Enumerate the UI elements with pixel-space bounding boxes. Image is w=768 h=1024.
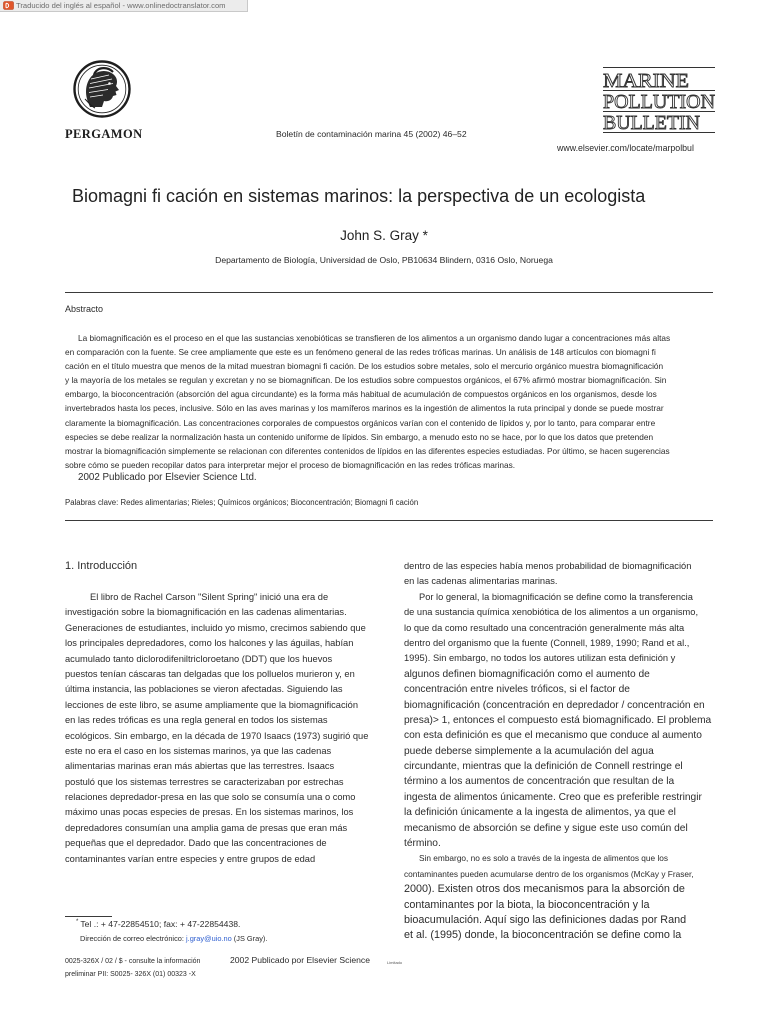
body-text-line: 1995). Sin embargo, no todos los autores utilizan esta definición y <box>404 653 676 664</box>
footnote-contact <box>76 919 240 929</box>
body-text-line: bioacumulación. Aquí sigo las definiciones dadas por Rand <box>404 913 687 926</box>
body-text-line: investigación sobre la biomagnificación en las cadenas alimentarias. <box>65 607 347 618</box>
abstract-line: especies se debe realizar la normalización hasta un contenido uniforme de lípidos. Sin embargo, a menudo esto no se hace, por lo que los datos que pretenden <box>65 431 654 442</box>
body-text-line: acumulado tanto diclorodifeniltricloroetano (DDT) que los huevos <box>65 653 333 664</box>
body-text-line: lecciones de este libro, se asume ampliamente que la biomagnificación <box>65 699 359 710</box>
article-author: John S. Gray * <box>340 228 428 243</box>
article-title: Biomagni fi cación en sistemas marinos: la perspectiva de un ecologista <box>72 186 646 206</box>
author-affiliation: Departamento de Biología, Universidad de Oslo, PB10634 Blindern, 0316 Oslo, Noruega <box>215 255 553 265</box>
body-text-line: los principales depredadores, como los halcones y las águilas, habían <box>65 638 354 649</box>
body-text-line: dentro de las especies había menos probabilidad de biomagnificación <box>404 561 692 571</box>
body-text-line: de una sustancia química xenobiótica de los alimentos a un organismo, <box>404 607 699 618</box>
body-text-line: última instancia, las poblaciones se vieron afectadas. Siguiendo las <box>65 684 343 695</box>
body-text-line: puede deberse simplemente a la acumulación del agua <box>404 745 654 757</box>
body-text-line: depredadores consumían una amplia gama de presas que eran más <box>65 822 348 833</box>
body-text-line: término a los aumentos de concentración que resultan de la <box>404 776 675 788</box>
body-text-line: máximo unas pocas especies de presas. En los sistemas marinos, los <box>65 807 354 818</box>
abstract-line: invertebrados hasta los peces, inclusive. Sólo en las aves marinas y los mamíferos marinos es la ingestión de alimentos la ruta principal y donde se puede mostrar <box>65 403 664 414</box>
abstract-line: mostrar la biomagnificación simplemente se relacionan con diferentes contenidos de lípidos en las diferentes especies estudiadas. Por último, se hacen sugerencias <box>65 445 670 456</box>
publisher-name: PERGAMON <box>65 127 143 141</box>
abstract-copyright: 2002 Publicado por Elsevier Science Ltd. <box>78 472 257 483</box>
journal-citation: Boletín de contaminación marina 45 (2002) 46–52 <box>276 129 467 139</box>
body-text-line: 2000). Existen otros dos mecanismos para la absorción de <box>404 883 685 896</box>
body-text-line: la definición únicamente a la ingesta de alimentos, ya que el <box>404 807 676 819</box>
translator-banner[interactable] <box>0 0 248 12</box>
body-text-line: El libro de Rachel Carson "Silent Spring" inició una era de <box>90 592 329 602</box>
body-text-line: algunos definen biomagnificación como el aumento de <box>404 668 650 680</box>
abstract-line: claramente la biomagnificación. Las concentraciones corporales de compuestos orgánicos varían con el contenido de lípidos y, por lo tanto, para comparar entre <box>65 417 656 428</box>
body-text-line: contaminantes por la biota, la bioconcentración y la <box>404 898 650 911</box>
footer-copyright-tail: Limitado <box>387 960 403 965</box>
body-text-line: mecanismo de absorción se define y sigue este uso común del <box>404 822 688 834</box>
issn-line: 0025-326X / 02 / $ - consulte la información <box>65 958 201 965</box>
issn-line: preliminar PII: S0025- 326X (01) 00323 -X <box>65 971 196 978</box>
footnote-divider <box>65 916 112 917</box>
body-text-line: presa)> 1, entonces el compuesto está biomagnificado. El problema <box>404 714 712 726</box>
body-text-line: con esta definición es que el mecanismo que conduce al aumento <box>404 730 702 742</box>
abstract-line: embargo, la bioconcentración (absorción del agua circundante) es la forma más habitual de acumulación de compuestos orgánicos en los organismos, desde los <box>65 389 657 400</box>
abstract-body <box>65 331 713 472</box>
body-text-line: ingesta de alimentos únicamente. Creo que es preferible restringir <box>404 791 702 803</box>
abstract-line: cación en el título muestra que menos de la mitad muestran biomagni fi cación. De los estudios sobre metales, solo el mercurio orgánico muestra biomagnificación <box>65 361 664 372</box>
footer-copyright: 2002 Publicado por Elsevier Science <box>230 955 370 965</box>
divider <box>65 292 713 293</box>
body-text-line: Sin embargo, no es solo a través de la ingesta de alimentos que los <box>419 853 669 864</box>
translate-document-icon <box>3 1 14 10</box>
body-text-line: contaminantes varían entre especies y entre grupos de edad <box>65 853 316 864</box>
divider <box>65 520 713 521</box>
footnote-contact-text: Tel .: + 47-22854510; fax: + 47-22854438. <box>80 919 241 929</box>
email-link[interactable]: j.gray@uio.no <box>186 934 232 943</box>
body-text-line: pequeñas que el depredador. Dado que las concentraciones de <box>65 838 327 849</box>
body-text-line: puestos tenían cáscaras tan delgadas que los polluelos murieron y, en <box>65 668 355 679</box>
abstract-line: y la mayoría de los metales se regulan y excretan y no se biomagnifican. De los estudios sobre compuestos orgánicos, el 67% afirmó mostrar biomagnificación. Sin <box>65 375 667 386</box>
pergamon-emblem-icon <box>71 59 133 119</box>
body-text-line: ecológicos. Sin embargo, en la década de 1970 Isaacs (1973) sugirió que <box>65 730 369 741</box>
body-column-right <box>404 559 714 944</box>
body-text-line: relaciones depredador-presa en las que solo se consumía una o como <box>65 792 356 803</box>
email-suffix: (JS Gray). <box>233 934 268 943</box>
body-text-line: et al. (1995) donde, la bioconcentración se define como la <box>404 929 682 942</box>
body-column-left <box>65 590 375 867</box>
keywords: Palabras clave: Redes alimentarias; Rieles; Químicos orgánicos; Bioconcentración; Biomagni fi cación <box>65 498 419 507</box>
body-text-line: término. <box>404 838 441 850</box>
body-text-line: biomagnificación (concentración en depredador / concentración en <box>404 699 705 711</box>
body-text-line: este no era el caso en los sistemas marinos, ya que las cadenas <box>65 745 332 756</box>
abstract-line: en comparación con la fuente. Se cree ampliamente que este es un fenómeno general de las redes tróficas marinas. Un análisis de 148 artículos con biomagni fi <box>65 347 656 358</box>
footnote-email <box>80 934 267 943</box>
issn-info <box>65 955 200 981</box>
body-text-line: Generaciones de estudiantes, incluido yo mismo, crecimos sabiendo que <box>65 622 366 633</box>
abstract-line: sobre cómo se pueden recopilar datos para interpretar mejor el proceso de biomagnificación en las redes tróficas marinas. <box>65 459 516 470</box>
body-text-line: contaminantes pueden acumularse dentro de los organismos (McKay y Fraser, <box>404 868 694 879</box>
body-text-line: postuló que los sistemas terrestres se caracterizaban por estrechas <box>65 776 344 787</box>
journal-logo-word: POLLUTION <box>603 91 715 113</box>
footnote-marker: * <box>76 919 79 925</box>
body-text-line: en las cadenas alimentarias marinas. <box>404 576 558 587</box>
body-text-line: alimentarias marinas eran más abiertas que las terrestres. Isaacs <box>65 761 335 772</box>
body-text-line: concentración entre niveles tróficos, si el factor de <box>404 684 630 696</box>
journal-url[interactable]: www.elsevier.com/locate/marpolbul <box>557 143 694 153</box>
abstract-line: La biomagnificación es el proceso en el que las sustancias xenobióticas se transfieren de los alimentos a un organismo dando lugar a concentraciones más altas <box>78 333 671 343</box>
body-text-line: Por lo general, la biomagnificación se define como la transferencia <box>419 591 693 602</box>
body-text-line: lo que da como resultado una concentración generalmente más alta <box>404 622 685 633</box>
email-label: Dirección de correo electrónico: <box>80 934 184 943</box>
body-text-line: circundante, mientras que la definición de Connell restringe el <box>404 761 683 773</box>
journal-logo <box>600 66 718 136</box>
body-text-line: en las redes tróficas es una regla general en todos los sistemas <box>65 715 328 726</box>
body-text-line: dentro del organismo que la fuente (Connell, 1989, 1990; Rand et al., <box>404 637 690 648</box>
journal-logo-word: MARINE <box>603 70 689 92</box>
journal-logo-word: BULLETIN <box>603 112 700 134</box>
section-heading: 1. Introducción <box>65 560 138 572</box>
translator-banner-text: Traducido del inglés al español - www.onlinedoctranslator.com <box>16 1 226 10</box>
abstract-heading: Abstracto <box>65 304 104 314</box>
